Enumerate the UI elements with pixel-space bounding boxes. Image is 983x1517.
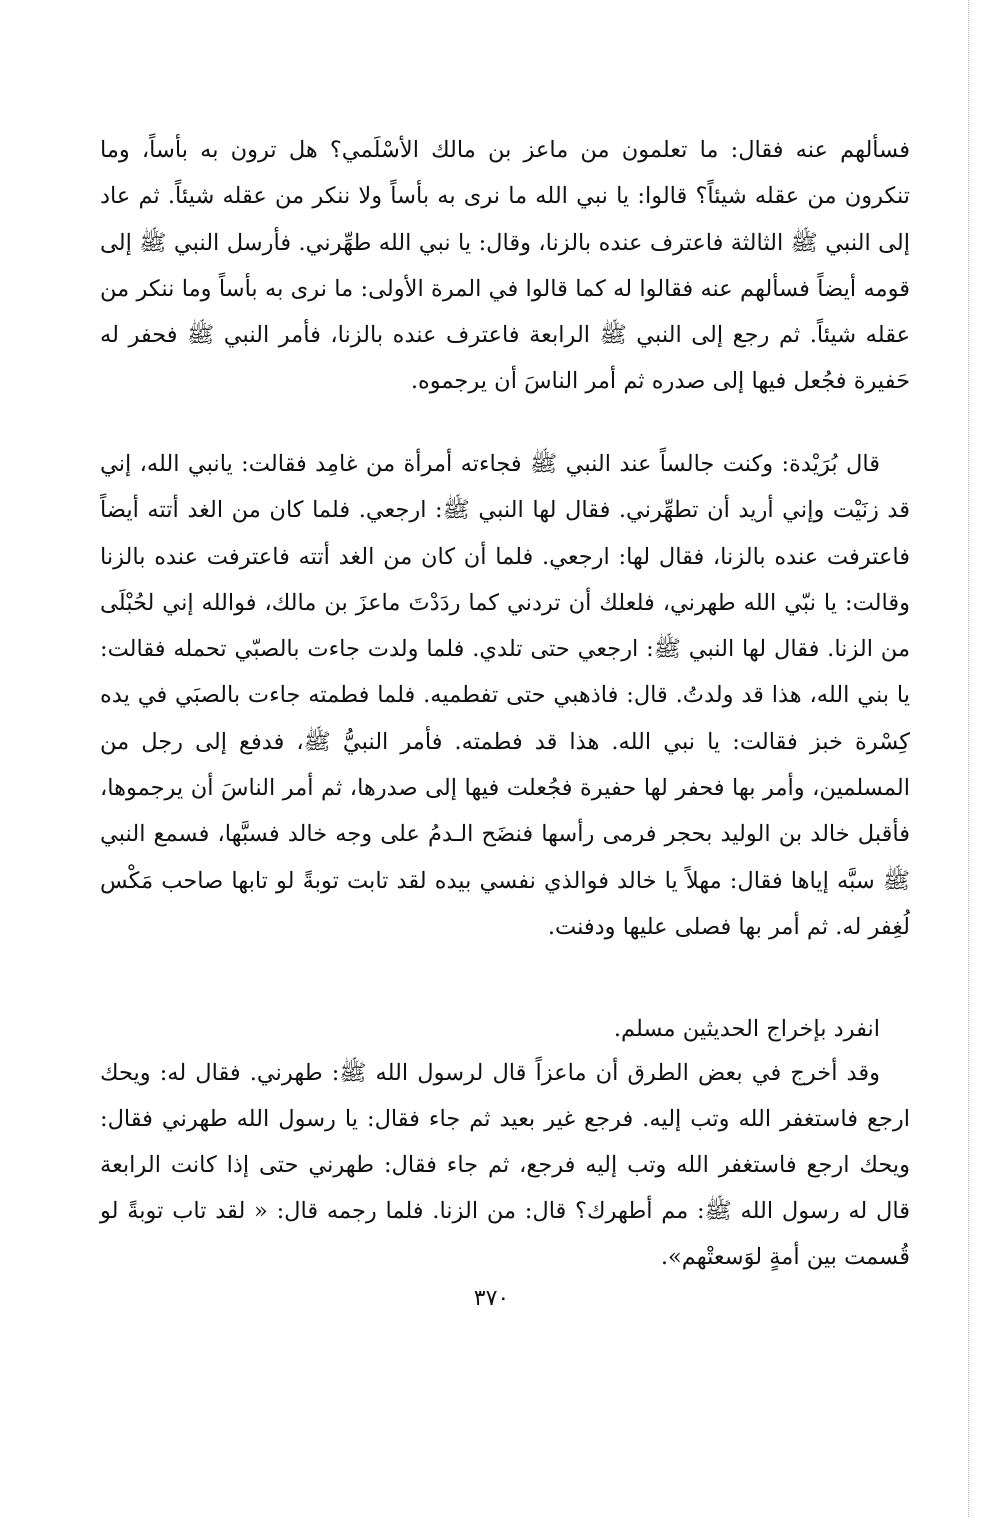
paragraph-1: فسألهم عنه فقال: ما تعلمون من ماعز بن مالك الأسْلَمي؟ هل ترون به بأساً، وما تنكرون من عقله شيئاً؟ قالوا: يا نبي الله ما نرى به بأساً ولا ننكر من عقله شيئاً. ثم عاد إلى النبي ﷺ الثالثة فاعترف عنده بالزنا، وقال: يا نبي الله طهِّرني. فأرسل النبي ﷺ إلى قومه أيضاً فسألهم عنه فقالوا له كما قالوا في المرة الأولى: ما نرى به بأساً وما ننكر من عقله شيئاً. ثم رجع إلى النبي ﷺ الرابعة فاعترف عنده بالزنا، فأمر النبي ﷺ فحفر له حَفيرة فجُعل فيها إلى صدره ثم أمر الناسَ أن يرجموه. xyxy=(100,137,910,395)
paragraph-4: وقد أخرج في بعض الطرق أن ماعزاً قال لرسول الله ﷺ: طهرني. فقال له: ويحك ارجع فاستغفر الله وتب إليه. فرجع غير بعيد ثم جاء فقال: يا رسول الله طهرني فقال: ويحك ارجع فاستغفر الله وتب إليه فرجع، ثم جاء فقال: طهرني حتى إذا كانت الرابعة قال له رسول الله ﷺ: مم أطهرك؟ قال: من الزنا. فلما رجمه قال: « لقد تاب توبةً لو قُسمت بين أمةٍ لوَسعتْهم». xyxy=(100,1060,910,1270)
page-number: ٣٧٠ xyxy=(473,1286,510,1311)
paragraph-3: انفرد بإخراج الحديثين مسلم. xyxy=(613,1016,880,1042)
paragraph-2: قال بُرَيْدة: وكنت جالساً عند النبي ﷺ فجاءته أمرأة من غامِد فقالت: يانبي الله، إني قد زنَيْت وإني أريد أن تطهِّرني. فقال لها النبي ﷺ: ارجعي. فلما كان من الغد أتته أيضاً فاعترفت عنده بالزنا، فقال لها: ارجعي. فلما أن كان من الغد أتته فاعترفت عنده بالزنا وقالت: يا نبّي الله طهرني، فلعلك أن تردني كما ردَدْتَ ماعزَ بن مالك، فوالله إني لحُبْلَى من الزنا. فقال لها النبي ﷺ: ارجعي حتى تلدي. فلما ولدت جاءت بالصبّي تحمله فقالت: يا بني الله، هذا قد ولدتُ. قال: فاذهبي حتى تفطميه. فلما فطمته جاءت بالصبَي في يده كِسْرة خبز فقالت: يا نبي الله. هذا قد فطمته. فأمر النبيُّ ﷺ، فدفع إلى رجل من المسلمين، وأمر بها فحفر لها حفيرة فجُعلت فيها إلى صدرها، ثم أمر الناسَ أن يرجموها، فأقبل خالد بن الوليد بحجر فرمى رأسها فنضَح الـدمُ على وجه خالد فسبَّها، فسمع النبي ﷺ سبَّه إياها فقال: مهلاً يا خالد فوالذي نفسي بيده لقد تابت توبةً لو تابها صاحب مَكْس لُغِفر له. ثم أمر بها فصلى عليها ودفنت. xyxy=(100,451,910,940)
